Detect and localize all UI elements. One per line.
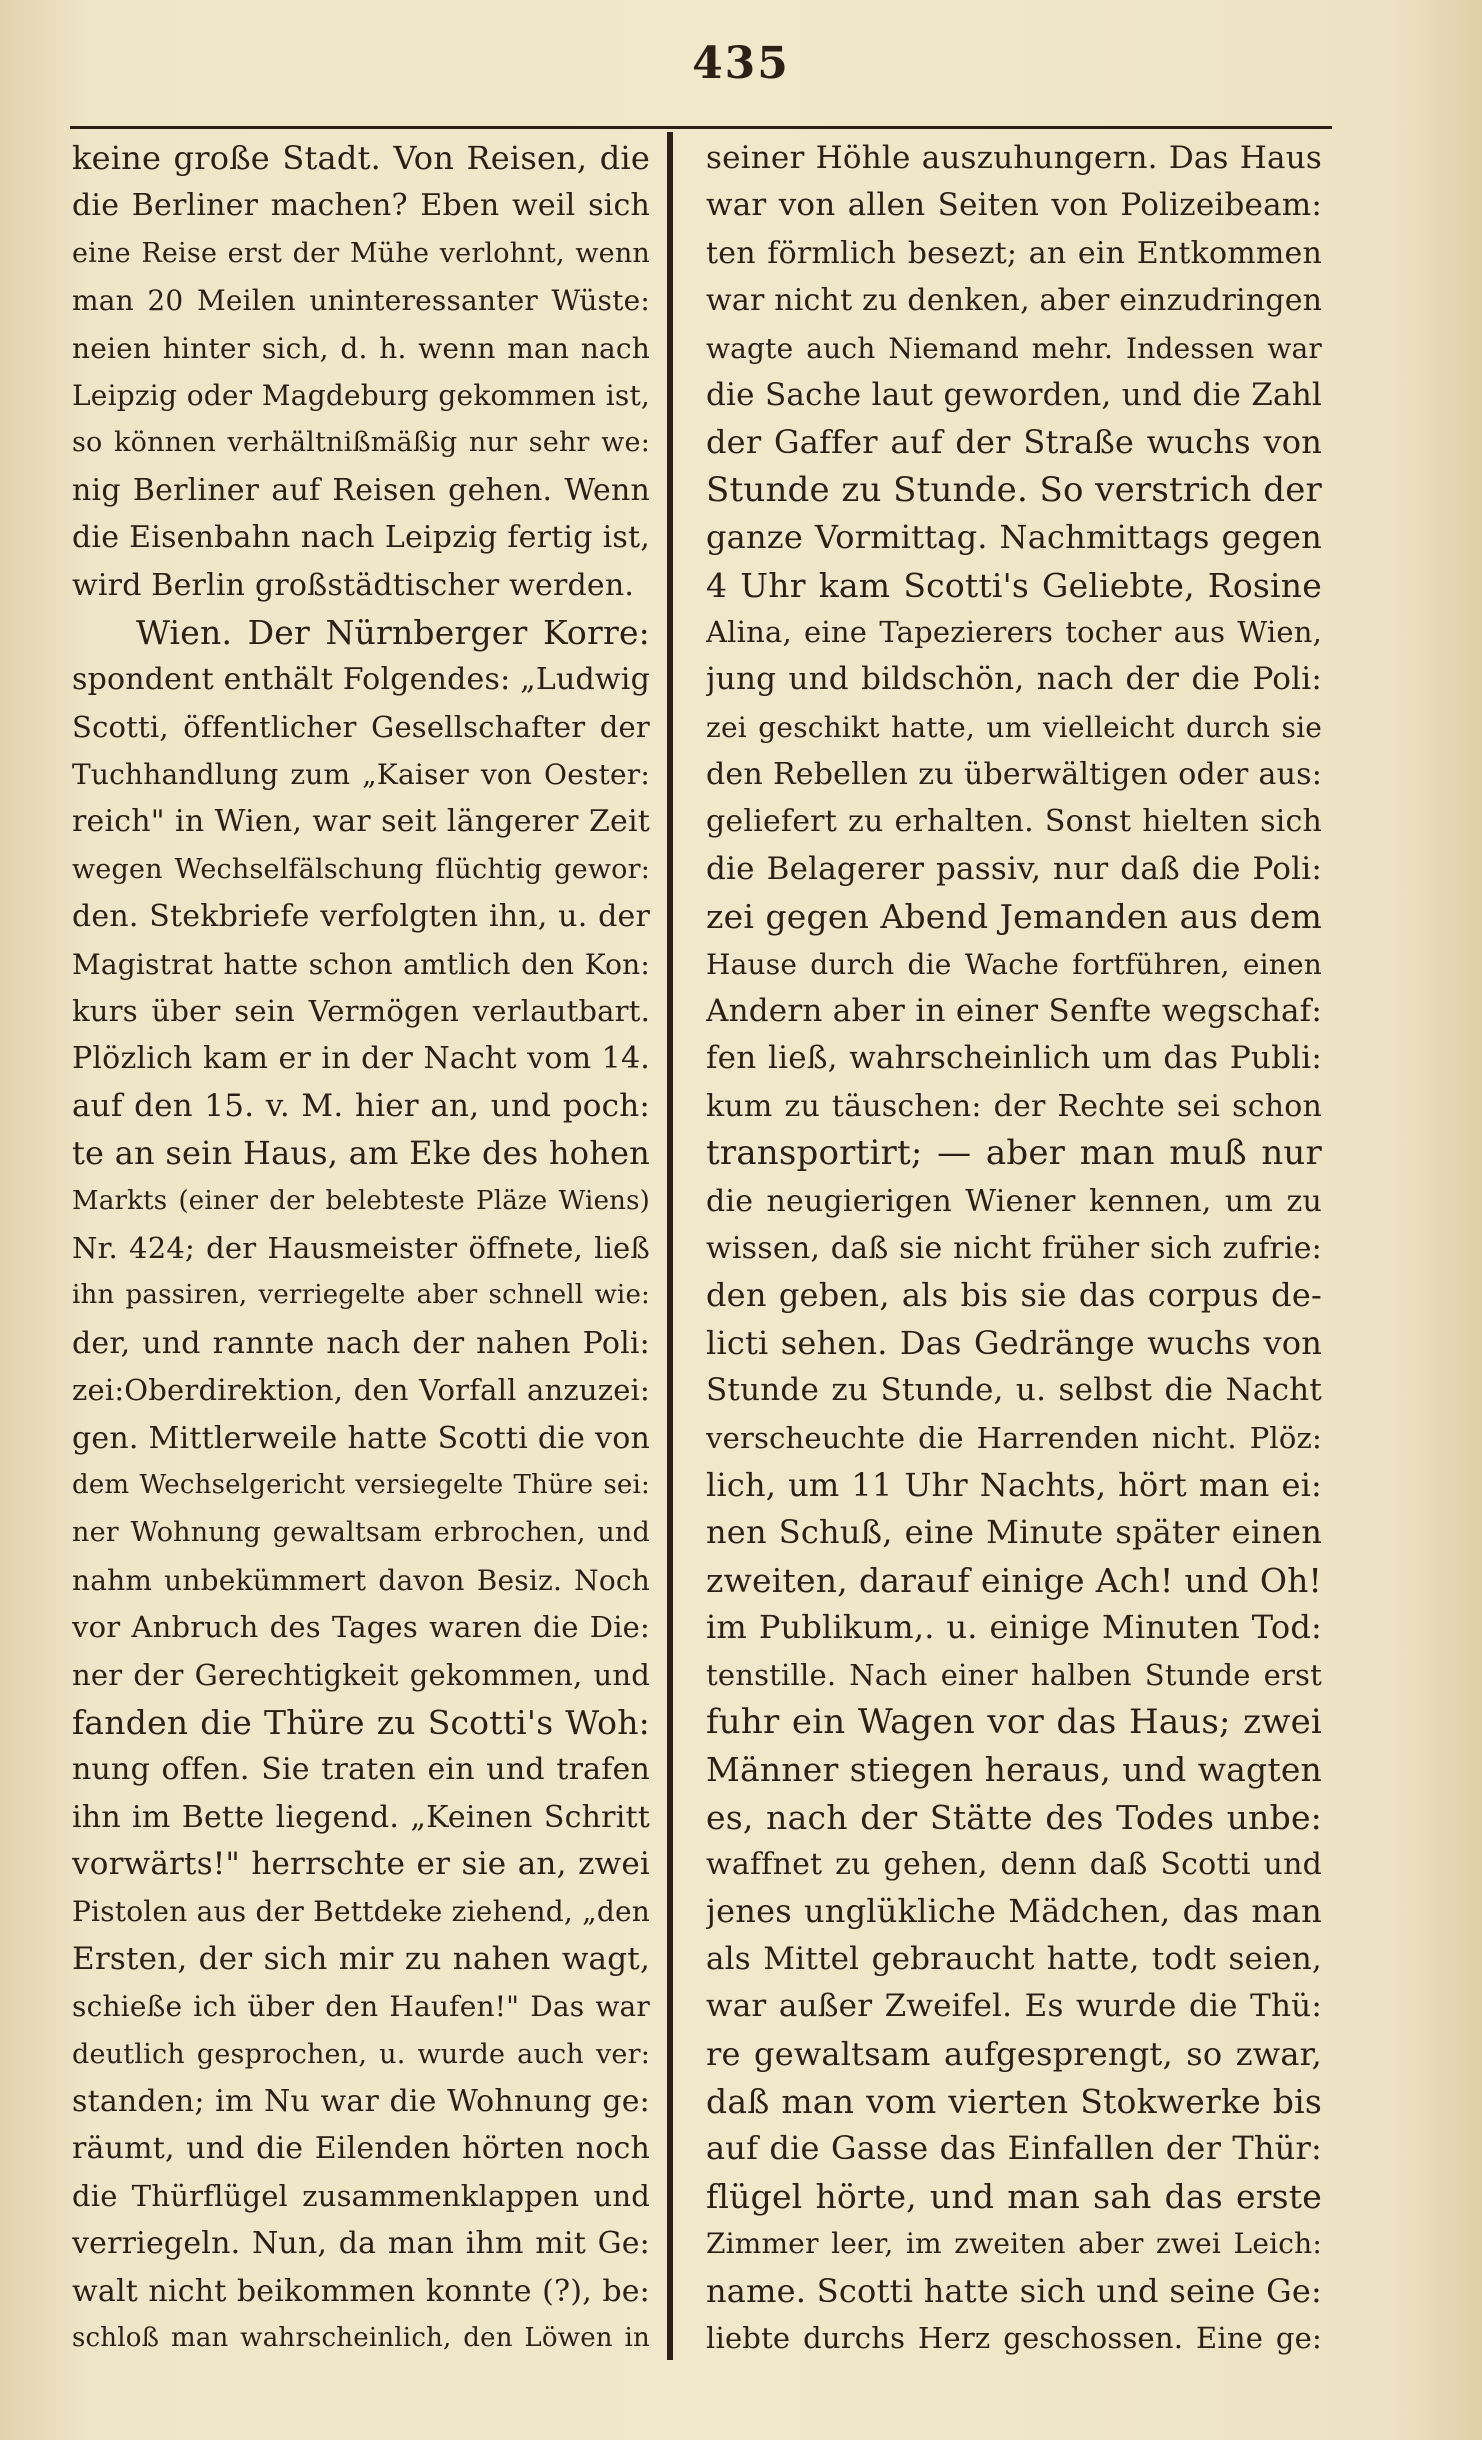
text-line: Plözlich kam er in der Nacht vom 14. (72, 1041, 650, 1077)
text-line: zei gegen Abend Jemanden aus dem (706, 897, 1322, 937)
text-line: war nicht zu denken, aber einzudringen (706, 283, 1322, 319)
text-line: wegen Wechselfälschung flüchtig gewor: (72, 853, 650, 885)
header-rule (70, 126, 1332, 129)
text-line: ihn passiren, verriegelte aber schnell wie: (72, 1280, 650, 1311)
text-line: daß man vom vierten Stokwerke bis (706, 2082, 1322, 2122)
text-line: zei:Oberdirektion, den Vorfall anzuzei: (72, 1373, 650, 1408)
text-line: zei geschikt hatte, um vielleicht durch sie (706, 710, 1322, 744)
text-line: waffnet zu gehen, denn daß Scotti und (706, 1847, 1322, 1883)
text-line: lich, um 11 Uhr Nachts, hört man ei: (706, 1465, 1322, 1504)
text-line: auf die Gasse das Einfallen der Thür: (706, 2129, 1322, 2168)
text-line: zweiten, darauf einige Ach! und Oh! (706, 1560, 1322, 1600)
text-line: im Publikum,. u. einige Minuten Tod: (706, 1608, 1322, 1647)
text-line: walt nicht beikommen konnte (?), be: (72, 2273, 650, 2309)
text-line: den geben, als bis sie das corpus de- (706, 1276, 1322, 1315)
text-line: wird Berlin großstädtischer werden. (72, 567, 635, 603)
text-line: licti sehen. Das Gedränge wuchs von (706, 1323, 1322, 1362)
text-line: war von allen Seiten von Polizeibeam: (706, 187, 1322, 224)
text-line: Hause durch die Wache fortführen, einen (706, 947, 1322, 981)
text-line: ner Wohnung gewaltsam erbrochen, und (72, 1517, 650, 1549)
text-line: eine Reise erst der Mühe verlohnt, wenn (72, 237, 650, 269)
text-line: die Belagerer passiv, nur daß die Poli: (706, 850, 1322, 887)
text-line: geliefert zu erhalten. Sonst hielten sich (706, 804, 1322, 840)
text-line: Stunde zu Stunde, u. selbst die Nacht (706, 1372, 1322, 1409)
text-line: standen; im Nu war die Wohnung ge: (72, 2084, 650, 2120)
text-line: Tuchhandlung zum „Kaiser von Oester: (72, 758, 650, 792)
text-line: nig Berliner auf Reisen gehen. Wenn (72, 472, 650, 508)
text-line: Scotti, öffentlicher Gesellschafter der (72, 709, 650, 744)
text-line: die Sache laut geworden, und die Zahl (706, 376, 1322, 413)
text-line: der Gaffer auf der Straße wuchs von (706, 423, 1322, 462)
text-line: es, nach der Stätte des Todes unbe: (706, 1797, 1322, 1837)
text-line: fanden die Thüre zu Scotti's Woh: (72, 1702, 650, 1742)
text-line: deutlich gesprochen, u. wurde auch ver: (72, 2038, 650, 2070)
text-line: nahm unbekümmert davon Besiz. Noch (72, 1563, 650, 1597)
text-line: Männer stiegen heraus, und wagten (706, 1750, 1322, 1790)
text-line: der, und rannte nach der nahen Poli: (72, 1325, 650, 1361)
text-line: dem Wechselgericht versiegelte Thüre sei: (72, 1469, 650, 1500)
text-line: flügel hörte, und man sah das erste (706, 2176, 1322, 2216)
text-line: ner der Gerechtigkeit gekommen, und (72, 1657, 650, 1692)
text-line: die Eisenbahn nach Leipzig fertig ist, (72, 520, 650, 556)
text-line: fen ließ, wahrscheinlich um das Publi: (706, 1040, 1322, 1077)
text-line: wagte auch Niemand mehr. Indessen war (706, 331, 1322, 365)
text-line: liebte durchs Herz geschossen. Eine ge: (706, 2320, 1322, 2355)
text-line: ihn im Bette liegend. „Keinen Schritt (72, 1799, 650, 1835)
left-column (72, 135, 650, 2362)
text-line: 4 Uhr kam Scotti's Geliebte, Rosine (706, 565, 1322, 605)
text-line: Wien. Der Nürnberger Korre: (136, 612, 650, 652)
page-number: 435 (692, 38, 790, 89)
text-line: Markts (einer der belebteste Pläze Wiens) (72, 1185, 650, 1216)
text-line: vorwärts!" herrschte er sie an, zwei (72, 1846, 650, 1883)
text-line: verriegeln. Nun, da man ihm mit Ge: (72, 2226, 650, 2262)
text-line: Magistrat hatte schon amtlich den Kon: (72, 947, 650, 981)
text-line: ten förmlich besezt; an ein Entkommen (706, 235, 1322, 271)
column-divider (667, 132, 673, 2360)
text-line: te an sein Haus, am Eke des hohen (72, 1134, 650, 1173)
text-line: räumt, und die Eilenden hörten noch (72, 2131, 650, 2167)
text-line: Leipzig oder Magdeburg gekommen ist, (72, 378, 650, 412)
text-line: den Rebellen zu überwältigen oder aus: (706, 757, 1322, 793)
text-line: transportirt; — aber man muß nur (706, 1133, 1322, 1174)
text-line: seiner Höhle auszuhungern. Das Haus (706, 140, 1322, 176)
text-line: auf den 15. v. M. hier an, und poch: (72, 1087, 650, 1124)
text-line: die neugierigen Wiener kennen, um zu (706, 1183, 1322, 1219)
text-line: jenes unglükliche Mädchen, das man (706, 1892, 1322, 1931)
text-line: die Berliner machen? Eben weil sich (72, 188, 650, 224)
text-line: Zimmer leer, im zweiten aber zwei Leich: (706, 2227, 1322, 2261)
text-line: nen Schuß, eine Minute später einen (706, 1513, 1322, 1552)
text-line: schloß man wahrscheinlich, den Löwen in (72, 2322, 650, 2353)
text-line: reich" in Wien, war seit längerer Zeit (72, 804, 650, 840)
text-line: vor Anbruch des Tages waren die Die: (72, 1610, 650, 1645)
text-line: nung offen. Sie traten ein und trafen (72, 1752, 650, 1788)
text-line: Stunde zu Stunde. So verstrich der (706, 469, 1322, 510)
text-line: re gewaltsam aufgesprengt, so zwar, (706, 2034, 1322, 2073)
text-line: Alina, eine Tapezierers tocher aus Wien, (706, 614, 1322, 649)
text-line: kurs über sein Vermögen verlautbart. (72, 994, 650, 1029)
text-line: die Thürflügel zusammenklappen und (72, 2178, 650, 2213)
text-line: wissen, daß sie nicht früher sich zufrie: (706, 1230, 1322, 1266)
text-line: verscheuchte die Harrenden nicht. Plöz: (706, 1420, 1322, 1455)
text-line: als Mittel gebraucht hatte, todt seien, (706, 1940, 1322, 1977)
text-line: ganze Vormittag. Nachmittags gegen (706, 518, 1322, 557)
text-line: so können verhältnißmäßig nur sehr we: (72, 427, 650, 459)
right-column (706, 135, 1322, 2362)
text-line: gen. Mittlerweile hatte Scotti die von (72, 1420, 650, 1456)
text-line: den. Stekbriefe verfolgten ihn, u. der (72, 899, 650, 935)
text-line: jung und bildschön, nach der die Poli: (706, 661, 1322, 698)
text-line: neien hinter sich, d. h. wenn man nach (72, 331, 650, 365)
text-line: Andern aber in einer Senfte wegschaf: (706, 993, 1322, 1030)
text-line: Nr. 424; der Hausmeister öffnete, ließ (72, 1230, 650, 1265)
text-line: tenstille. Nach einer halben Stunde erst (706, 1657, 1322, 1692)
text-line: fuhr ein Wagen vor das Haus; zwei (706, 1701, 1322, 1742)
text-line: Pistolen aus der Bettdeke ziehend, „den (72, 1895, 650, 1929)
text-line: war außer Zweifel. Es wurde die Thü: (706, 1988, 1322, 2025)
text-line: Ersten, der sich mir zu nahen wagt, (72, 1940, 650, 1977)
text-line: keine große Stadt. Von Reisen, die (72, 139, 650, 177)
text-line: kum zu täuschen: der Rechte sei schon (706, 1088, 1322, 1124)
text-line: spondent enthält Folgendes: „Ludwig (72, 662, 650, 698)
text-line: name. Scotti hatte sich und seine Ge: (706, 2271, 1322, 2310)
text-line: man 20 Meilen uninteressanter Wüste: (72, 284, 650, 318)
text-line: schieße ich über den Haufen!" Das war (72, 1990, 650, 2024)
